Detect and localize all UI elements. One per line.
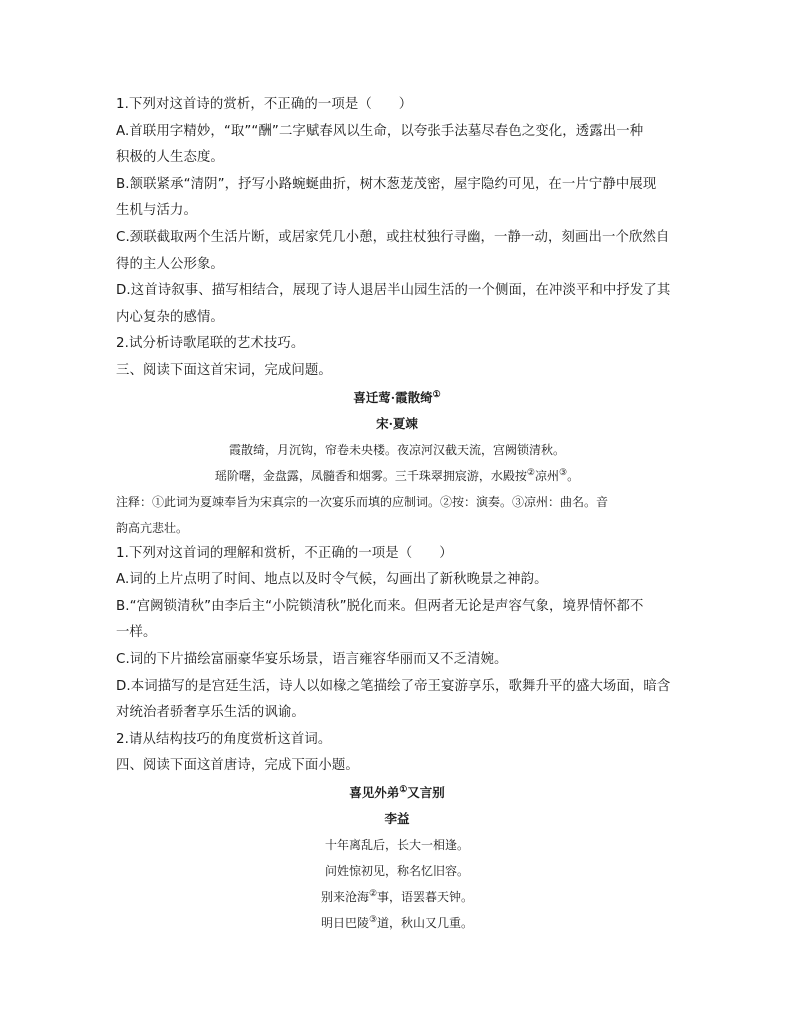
ci-option-b-line-1: B.“宫阙锁清秋”由李后主“小院锁清秋”脱化而来。但两者无论是声容气象，境界情怀都不 [116, 598, 644, 614]
poem-line-3-part-b: 事，语罢暮天钟。 [377, 889, 474, 904]
poem-line-1: 十年离乱后，长大一相逢。 [324, 837, 469, 852]
poem-line-4 [116, 910, 678, 936]
poem-title-footnote-mark: ① [399, 784, 408, 795]
poem-title [116, 780, 678, 806]
ci-line-1: 霞散绮，月沉钩，帘卷未央楼。夜凉河汉截天流，宫阙锁清秋。 [228, 442, 565, 457]
ci-line-2-part-a: 瑶阶曙，金盘露，凤髓香和烟雾。三千珠翠拥宸游，水殿按 [214, 468, 527, 483]
section-3-heading: 三、阅读下面这首宋词，完成问题。 [116, 362, 332, 378]
ci-option-d-line-1: D.本词描写的是宫廷生活，诗人以如椽之笔描绘了帝王宴游享乐，歌舞升平的盛大场面，暗含 [116, 678, 671, 694]
option-a-line-1: A.首联用字精妙，“取”“酬”二字赋春风以生命，以夸张手法墓尽春色之变化，透露出一种 [116, 123, 644, 139]
poem-author: 李益 [384, 810, 410, 826]
ci-line-2-footnote-3: ③ [559, 467, 568, 478]
option-a-line-2: 积极的人生态度。 [116, 150, 224, 166]
question-2: 2.试分析诗歌尾联的艺术技巧。 [116, 336, 305, 352]
option-b-line-2: 生机与活力。 [116, 203, 197, 219]
ci-line-2 [116, 463, 678, 489]
ci-title-text: 喜迁莺·霞散绮 [353, 389, 433, 405]
poem-line-4-footnote-mark: ③ [368, 914, 378, 925]
section-4-heading: 四、阅读下面这首唐诗，完成下面小题。 [116, 758, 359, 774]
ci-option-d-line-2: 对统治者骄奢享乐生活的讽谕。 [116, 705, 305, 721]
ci-question-2: 2.请从结构技巧的角度赏析这首词。 [116, 731, 332, 747]
ci-option-b-line-2: 一样。 [116, 625, 157, 641]
poem-line-3-footnote-mark: ② [368, 888, 378, 899]
ci-line-2-part-b: 凉州 [534, 468, 559, 483]
ci-title [116, 385, 678, 411]
option-c-line-1: C.颈联截取两个生活片断，或居家凭几小憩，或拄杖独行寻幽，一静一动，刻画出一个欣然自 [116, 229, 670, 245]
ci-notes-line-1: 注释：①此词为夏竦奉旨为宋真宗的一次宴乐而填的应制词。②按：演奏。③凉州：曲名。音 [116, 494, 609, 509]
option-b-line-1: B.颔联紧承“清阴”，抒写小路蜿蜒曲折，树木葱茏茂密，屋宇隐约可见，在一片宁静中展现 [116, 176, 657, 192]
poem-line-3 [116, 884, 678, 910]
option-c-line-2: 得的主人公形象。 [116, 256, 224, 272]
option-d-line-2: 内心复杂的感情。 [116, 309, 224, 325]
poem-title-part-b: 又言别 [407, 784, 445, 800]
poem-line-2: 问姓惊初见，称名忆旧容。 [324, 863, 469, 878]
poem-line-4-part-a: 明日巴陵 [320, 915, 369, 930]
poem-title-part-a: 喜见外弟 [349, 784, 400, 800]
ci-notes-line-2: 韵高亢悲壮。 [116, 520, 189, 535]
question-1: 1.下列对这首诗的赏析，不正确的一项是（ ） [116, 97, 413, 112]
ci-title-footnote-mark: ① [432, 389, 441, 400]
poem-line-4-part-b: 道，秋山又几重。 [377, 915, 474, 930]
ci-option-c: C.词的下片描绘富丽豪华宴乐场景，语言雍容华丽而又不乏清婉。 [116, 651, 508, 667]
ci-line-2-footnote-2: ② [526, 467, 535, 478]
ci-option-a: A.词的上片点明了时间、地点以及时令气候，勾画出了新秋晚景之神韵。 [116, 572, 548, 588]
option-d-line-1: D.这首诗叙事、描写相结合，展现了诗人退居半山园生活的一个侧面，在冲淡平和中抒发了其 [116, 283, 671, 299]
poem-line-3-part-a: 别来沧海 [320, 889, 369, 904]
ci-question-1: 1.下列对这首词的理解和赏析，不正确的一项是（ ） [116, 545, 453, 561]
ci-line-2-part-c: 。 [567, 468, 580, 483]
ci-author: 宋·夏竦 [376, 415, 418, 431]
document-page [116, 92, 678, 936]
